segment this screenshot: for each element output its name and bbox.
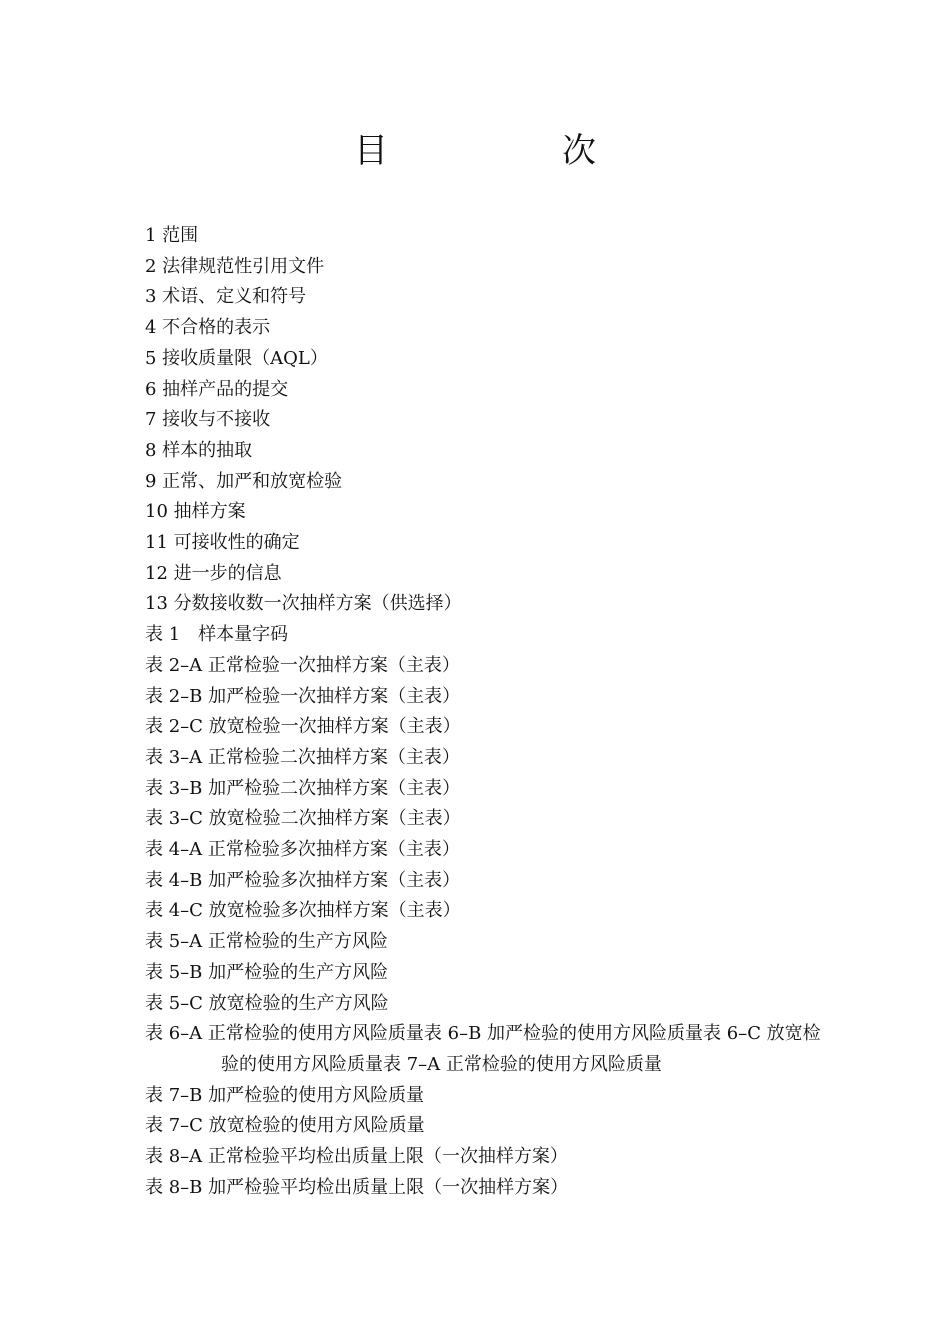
toc-item: 6 抽样产品的提交 [145,378,289,400]
toc-item: 8 样本的抽取 [145,439,253,461]
toc-item: 表 5–C 放宽检验的生产方风险 [145,992,389,1014]
toc-item: 表 2–B 加严检验一次抽样方案（主表） [145,685,461,707]
toc-item: 表 5–B 加严检验的生产方风险 [145,961,389,983]
toc-item: 13 分数接收数一次抽样方案（供选择） [145,593,462,615]
toc-item: 表 3–B 加严检验二次抽样方案（主表） [145,777,461,799]
toc-item: 10 抽样方案 [145,501,246,523]
toc-item: 表 4–C 放宽检验多次抽样方案（主表） [145,900,461,922]
toc-item: 7 接收与不接收 [145,409,271,431]
toc-item: 表 2–A 正常检验一次抽样方案（主表） [145,654,460,676]
toc-item: 9 正常、加严和放宽检验 [145,470,343,492]
page-title: 目 次 [354,131,666,171]
toc-item: 1 范围 [145,225,199,246]
toc-item: 表 4–A 正常检验多次抽样方案（主表） [145,839,460,861]
table-of-contents [145,221,825,1204]
toc-item: 表 3–C 放宽检验二次抽样方案（主表） [145,808,461,830]
toc-item: 11 可接收性的确定 [145,532,300,554]
toc-item: 5 接收质量限（AQL） [145,347,328,369]
toc-item: 表 7–B 加严检验的使用方风险质量 [145,1084,425,1106]
toc-item: 表 5–A 正常检验的生产方风险 [145,931,388,953]
toc-item: 表 6–A 正常检验的使用方风险质量表 6–B 加严检验的使用方风险质量表 6–C 放宽检验的使用方风险质量表 7–A 正常检验的使用方风险质量 [145,1023,821,1075]
toc-item: 表 8–B 加严检验平均检出质量上限（一次抽样方案） [145,1176,569,1198]
toc-item: 表 7–C 放宽检验的使用方风险质量 [145,1115,425,1137]
toc-item: 3 术语、定义和符号 [145,286,307,308]
toc-item: 4 不合格的表示 [145,317,271,339]
toc-item: 表 1 样本量字码 [145,624,289,646]
toc-item: 12 进一步的信息 [145,562,282,584]
toc-item: 表 8–A 正常检验平均检出质量上限（一次抽样方案） [145,1146,568,1168]
toc-item: 2 法律规范性引用文件 [145,255,325,277]
toc-item: 表 3–A 正常检验二次抽样方案（主表） [145,746,460,768]
toc-item: 表 2–C 放宽检验一次抽样方案（主表） [145,716,461,738]
toc-item: 表 4–B 加严检验多次抽样方案（主表） [145,869,461,891]
